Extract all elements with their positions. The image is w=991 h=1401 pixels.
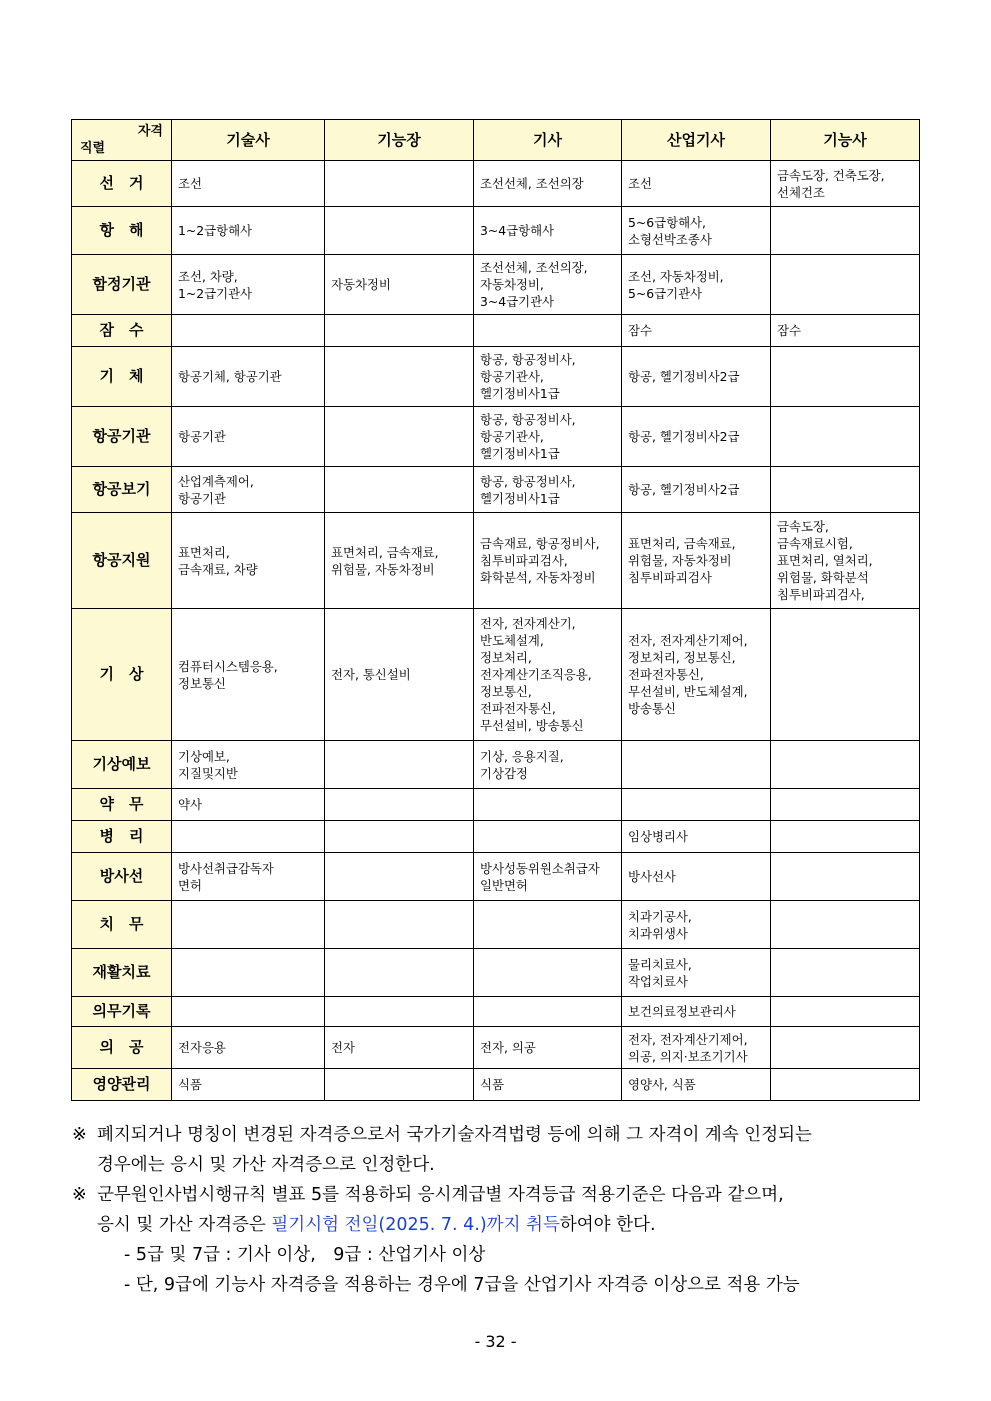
cell-text: 조선선체, 조선의장 xyxy=(480,176,584,191)
cell-text: 항공기관 xyxy=(178,429,226,444)
table-cell xyxy=(771,997,920,1027)
note-2-line-2 xyxy=(97,1210,922,1240)
table-cell xyxy=(622,609,771,741)
table-row xyxy=(72,1027,920,1069)
table-cell xyxy=(771,255,920,315)
column-header: 기능장 xyxy=(325,120,474,161)
table-body xyxy=(72,161,920,1101)
cell-text: 전자, 전자계산기제어, 의공, 의지·보조기기사 xyxy=(628,1031,748,1064)
table-row xyxy=(72,741,920,789)
table-row xyxy=(72,207,920,255)
table-cell xyxy=(325,255,474,315)
grade-rule-1: - 5급 및 7급 : 기사 이상, 9급 : 산업기사 이상 xyxy=(124,1245,486,1265)
table-cell xyxy=(474,997,622,1027)
table-cell xyxy=(325,1027,474,1069)
table-cell xyxy=(172,821,325,853)
table-cell xyxy=(474,741,622,789)
table-cell xyxy=(771,1069,920,1101)
cell-text: 1~2급항해사 xyxy=(178,223,253,238)
row-label: 방사선 xyxy=(72,853,172,901)
table-cell xyxy=(622,997,771,1027)
table-row xyxy=(72,255,920,315)
table-cell xyxy=(172,741,325,789)
table-row xyxy=(72,1069,920,1101)
column-header: 기술사 xyxy=(172,120,325,161)
table-cell xyxy=(474,255,622,315)
cell-text: 기상예보, 지질및지반 xyxy=(178,748,238,781)
table-cell xyxy=(622,207,771,255)
table-cell xyxy=(325,1069,474,1101)
qualification-table xyxy=(71,119,920,1101)
table-cell xyxy=(622,821,771,853)
table-row xyxy=(72,467,920,513)
table-cell xyxy=(172,1027,325,1069)
cell-text: 약사 xyxy=(178,797,202,812)
table-cell xyxy=(622,901,771,949)
cell-text: 컴퓨터시스템응용, 정보통신 xyxy=(178,658,278,691)
table-cell xyxy=(622,853,771,901)
cell-text: 전자, 통신설비 xyxy=(331,667,411,682)
table-cell xyxy=(325,997,474,1027)
row-label: 병 리 xyxy=(72,821,172,853)
cell-text: 방사선사 xyxy=(628,869,676,884)
table-cell xyxy=(172,949,325,997)
table-cell xyxy=(622,513,771,609)
table-cell xyxy=(325,609,474,741)
cell-text: 전자, 전자계산기, 반도체설계, 정보처리, 전자계산기조직응용, 정보통신, 전파전자통신, 무선설비, 방송통신 xyxy=(480,616,592,733)
row-label: 항 해 xyxy=(72,207,172,255)
table-row xyxy=(72,901,920,949)
row-label: 잠 수 xyxy=(72,315,172,347)
corner-top-label: 자격 xyxy=(137,124,163,139)
table-cell xyxy=(325,853,474,901)
note-mark: ※ xyxy=(72,1185,87,1205)
table-cell xyxy=(622,315,771,347)
cell-text: 조선, 차량, 1~2급기관사 xyxy=(178,268,253,301)
table-cell xyxy=(325,161,474,207)
cell-text: 기상, 응용지질, 기상감정 xyxy=(480,748,564,781)
table-row xyxy=(72,997,920,1027)
cell-text: 방사선취급감독자 면허 xyxy=(178,860,274,893)
cell-text: 항공, 항공정비사, 항공기관사, 헬기정비사1급 xyxy=(480,412,576,461)
column-header: 기사 xyxy=(474,120,622,161)
table-cell xyxy=(325,347,474,407)
row-label: 항공보기 xyxy=(72,467,172,513)
cell-text: 표면처리, 금속재료, 위험물, 자동차정비 침투비파괴검사 xyxy=(628,536,736,585)
table-cell xyxy=(474,407,622,467)
table-row xyxy=(72,949,920,997)
row-label: 약 무 xyxy=(72,789,172,821)
table-cell xyxy=(771,901,920,949)
table-cell xyxy=(172,853,325,901)
row-label: 선 거 xyxy=(72,161,172,207)
table-cell xyxy=(771,949,920,997)
table-cell xyxy=(172,513,325,609)
table-cell xyxy=(622,467,771,513)
notes-section xyxy=(72,1120,922,1300)
table-cell xyxy=(771,315,920,347)
table-cell xyxy=(172,315,325,347)
table-cell xyxy=(474,347,622,407)
cell-text: 조선 xyxy=(178,176,202,191)
cell-text: 자동차정비 xyxy=(331,277,391,292)
header-corner-cell xyxy=(72,120,172,161)
table-cell xyxy=(771,467,920,513)
table-cell xyxy=(325,821,474,853)
note-2-text-end: 하여야 한다. xyxy=(559,1215,656,1235)
corner-bottom-label: 직렬 xyxy=(80,141,106,156)
cell-text: 5~6급항해사, 소형선박조종사 xyxy=(628,214,712,247)
cell-text: 금속도장, 건축도장, 선체건조 xyxy=(777,167,885,200)
cell-text: 물리치료사, 작업치료사 xyxy=(628,956,692,989)
cell-text: 3~4급항해사 xyxy=(480,223,555,238)
note-2-line-1: 군무원인사법시행규칙 별표 5를 적용하되 응시계급별 자격등급 적용기준은 다음과 같으며, xyxy=(97,1185,784,1205)
table-cell xyxy=(325,741,474,789)
cell-text: 영양사, 식품 xyxy=(628,1077,696,1092)
column-header: 기능사 xyxy=(771,120,920,161)
note-mark: ※ xyxy=(72,1125,87,1145)
row-label: 의 공 xyxy=(72,1027,172,1069)
table-cell xyxy=(325,901,474,949)
cell-text: 조선 xyxy=(628,176,652,191)
table-cell xyxy=(474,853,622,901)
cell-text: 산업계측제어, 항공기관 xyxy=(178,473,254,506)
table-cell xyxy=(771,821,920,853)
cell-text: 표면처리, 금속재료, 위험물, 자동차정비 xyxy=(331,544,439,577)
table-cell xyxy=(474,1027,622,1069)
table-cell xyxy=(325,315,474,347)
cell-text: 항공, 항공정비사, 항공기관사, 헬기정비사1급 xyxy=(480,352,576,401)
table-cell xyxy=(771,609,920,741)
table-cell xyxy=(622,161,771,207)
table-row xyxy=(72,315,920,347)
table-row xyxy=(72,161,920,207)
cell-text: 조선, 자동차정비, 5~6급기관사 xyxy=(628,268,724,301)
table-cell xyxy=(771,741,920,789)
cell-text: 방사성동위원소취급자 일반면허 xyxy=(480,860,600,893)
row-label: 항공기관 xyxy=(72,407,172,467)
cell-text: 잠수 xyxy=(777,323,801,338)
note-2 xyxy=(72,1180,922,1300)
table-header-row xyxy=(72,120,920,161)
cell-text: 보건의료정보관리사 xyxy=(628,1004,736,1019)
table-cell xyxy=(474,161,622,207)
cell-text: 금속재료, 항공정비사, 침투비파괴검사, 화학분석, 자동차정비 xyxy=(480,536,600,585)
cell-text: 조선선체, 조선의장, 자동차정비, 3~4급기관사 xyxy=(480,260,588,309)
table-cell xyxy=(172,467,325,513)
table-cell xyxy=(622,407,771,467)
table-cell xyxy=(771,407,920,467)
table-cell xyxy=(771,1027,920,1069)
table-cell xyxy=(172,161,325,207)
cell-text: 항공, 헬기정비사2급 xyxy=(628,482,740,497)
table-cell xyxy=(325,789,474,821)
note-1 xyxy=(72,1120,922,1180)
table-row xyxy=(72,513,920,609)
column-header: 산업기사 xyxy=(622,120,771,161)
table-cell xyxy=(474,789,622,821)
table-cell xyxy=(474,949,622,997)
cell-text: 전자, 전자계산기제어, 정보처리, 정보통신, 전파전자통신, 무선설비, 반도체설계, 방송통신 xyxy=(628,633,748,716)
table-cell xyxy=(172,609,325,741)
table-cell xyxy=(622,949,771,997)
table-cell xyxy=(474,207,622,255)
table-cell xyxy=(622,741,771,789)
cell-text: 식품 xyxy=(178,1077,202,1092)
table-cell xyxy=(325,207,474,255)
cell-text: 잠수 xyxy=(628,323,652,338)
row-label: 기 체 xyxy=(72,347,172,407)
cell-text: 치과기공사, 치과위생사 xyxy=(628,908,692,941)
page-number: - 32 - xyxy=(474,1332,517,1351)
table-cell xyxy=(172,997,325,1027)
cell-text: 전자 xyxy=(331,1040,355,1055)
grade-rule-2: - 단, 9급에 기능사 자격증을 적용하는 경우에 7급을 산업기사 자격증 이상으로 적용 가능 xyxy=(124,1275,800,1295)
cell-text: 전자응용 xyxy=(178,1040,226,1055)
table-cell xyxy=(172,789,325,821)
cell-text: 전자, 의공 xyxy=(480,1040,536,1055)
table-cell xyxy=(474,1069,622,1101)
table-cell xyxy=(172,1069,325,1101)
table-cell xyxy=(771,789,920,821)
row-label: 의무기록 xyxy=(72,997,172,1027)
table-cell xyxy=(622,347,771,407)
note-1-line-1: 폐지되거나 명칭이 변경된 자격증으로서 국가기술자격법령 등에 의해 그 자격이 계속 인정되는 xyxy=(97,1125,812,1145)
table-cell xyxy=(474,901,622,949)
deadline-highlight: 필기시험 전일(2025. 7. 4.)까지 취득 xyxy=(271,1215,560,1235)
table-cell xyxy=(771,347,920,407)
cell-text: 금속도장, 금속재료시험, 표면처리, 열처리, 위험물, 화학분석 침투비파괴검사, xyxy=(777,519,873,602)
table-row xyxy=(72,407,920,467)
table-cell xyxy=(622,1069,771,1101)
table-cell xyxy=(172,255,325,315)
cell-text: 항공, 헬기정비사2급 xyxy=(628,369,740,384)
row-label: 치 무 xyxy=(72,901,172,949)
table-row xyxy=(72,789,920,821)
table-cell xyxy=(172,347,325,407)
table-cell xyxy=(325,949,474,997)
table-cell xyxy=(172,407,325,467)
cell-text: 항공, 헬기정비사2급 xyxy=(628,429,740,444)
note-2-text: 응시 및 가산 자격증은 xyxy=(97,1215,272,1235)
cell-text: 표면처리, 금속재료, 차량 xyxy=(178,544,258,577)
table-cell xyxy=(172,207,325,255)
table-cell xyxy=(325,407,474,467)
table-cell xyxy=(325,467,474,513)
row-label: 영양관리 xyxy=(72,1069,172,1101)
row-label: 재활치료 xyxy=(72,949,172,997)
table-cell xyxy=(771,853,920,901)
row-label: 항공지원 xyxy=(72,513,172,609)
table-cell xyxy=(622,1027,771,1069)
table-row xyxy=(72,347,920,407)
table-cell xyxy=(172,901,325,949)
row-label: 기 상 xyxy=(72,609,172,741)
table-cell xyxy=(474,467,622,513)
table-row xyxy=(72,609,920,741)
row-label: 기상예보 xyxy=(72,741,172,789)
cell-text: 식품 xyxy=(480,1077,504,1092)
table-cell xyxy=(771,207,920,255)
cell-text: 임상병리사 xyxy=(628,829,688,844)
table-cell xyxy=(622,255,771,315)
table-row xyxy=(72,821,920,853)
table-cell xyxy=(771,161,920,207)
table-cell xyxy=(474,609,622,741)
table-cell xyxy=(474,315,622,347)
table-cell xyxy=(474,513,622,609)
cell-text: 항공, 항공정비사, 헬기정비사1급 xyxy=(480,473,576,506)
table-cell xyxy=(771,513,920,609)
table-cell xyxy=(474,821,622,853)
cell-text: 항공기체, 항공기관 xyxy=(178,369,282,384)
table-cell xyxy=(325,513,474,609)
table-cell xyxy=(622,789,771,821)
row-label: 함정기관 xyxy=(72,255,172,315)
note-1-line-2: 경우에는 응시 및 가산 자격증으로 인정한다. xyxy=(97,1155,435,1175)
table-row xyxy=(72,853,920,901)
